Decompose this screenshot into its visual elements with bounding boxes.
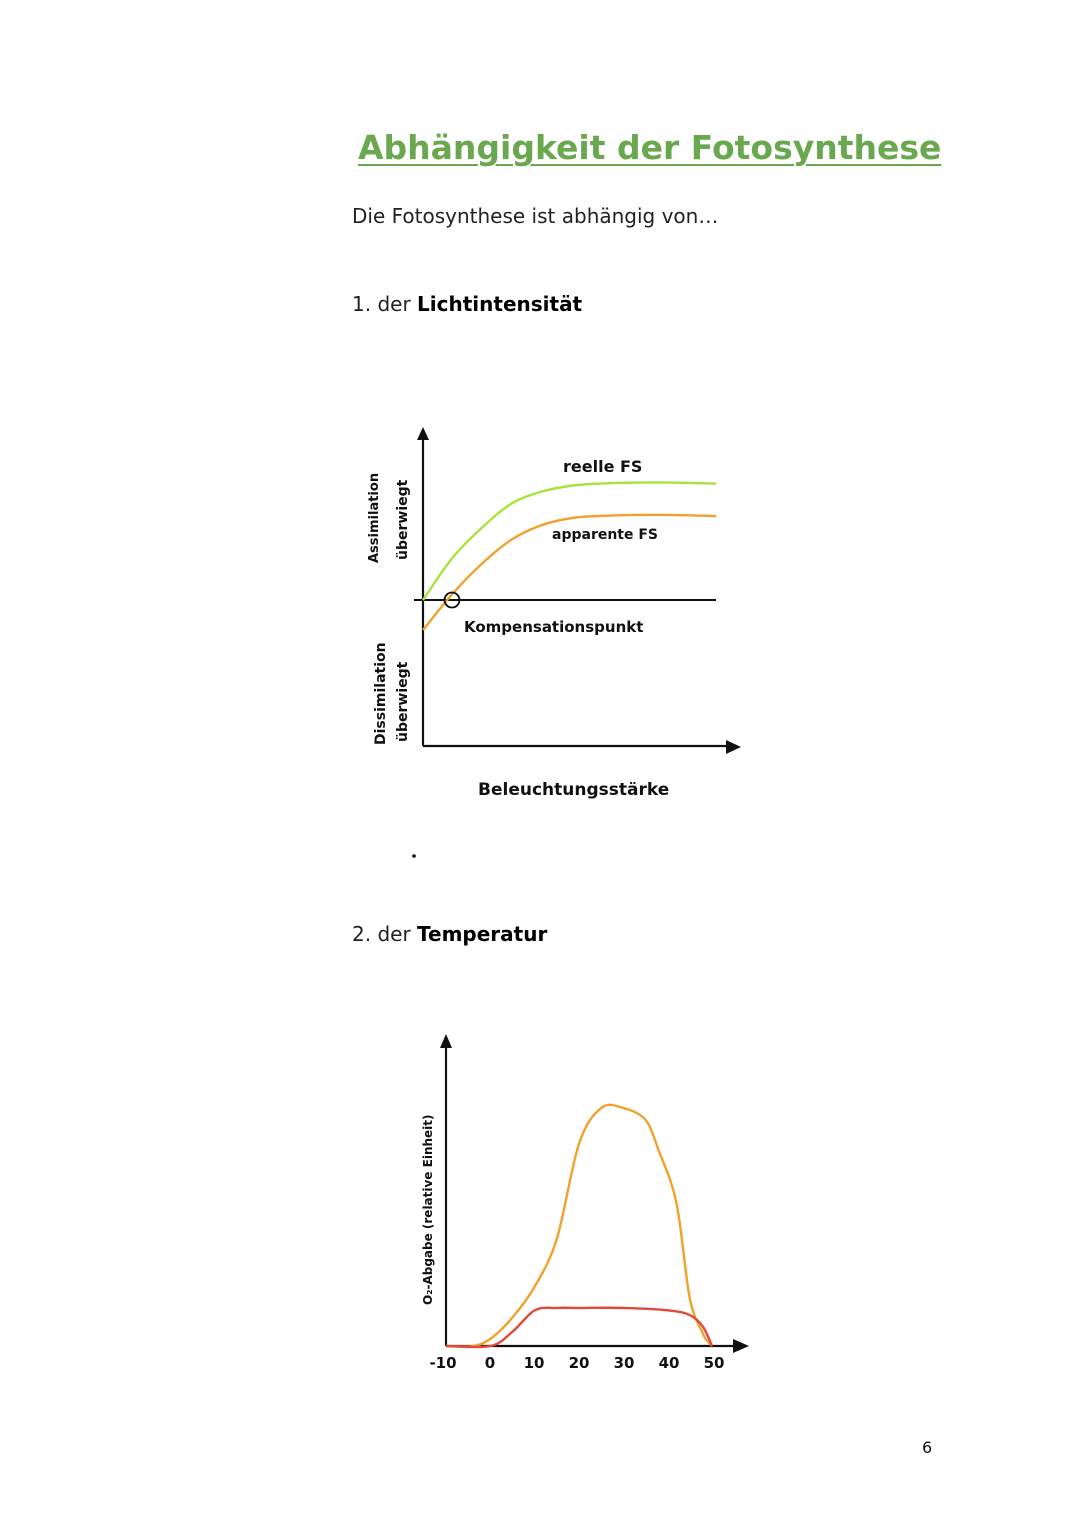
label-reelle-fs: reelle FS bbox=[563, 457, 643, 476]
chart2-x-tick-labels bbox=[429, 1354, 724, 1372]
intro-text: Die Fotosynthese ist abhängig von… bbox=[352, 204, 719, 228]
ylabel-assimilation: Assimilation bbox=[367, 472, 382, 563]
ylabel-dissimilation-ueberwiegt: überwiegt bbox=[395, 661, 411, 742]
chart2-x-tick-label: 10 bbox=[523, 1354, 545, 1372]
chart2-x-tick-label: 30 bbox=[613, 1354, 635, 1372]
chart2-x-tick-label: 0 bbox=[484, 1354, 496, 1372]
chart1-x-arrow bbox=[726, 740, 741, 754]
chart2-x-tick-label: -10 bbox=[429, 1354, 457, 1372]
chart2-x-arrow bbox=[733, 1339, 749, 1353]
chart-light-intensity bbox=[367, 427, 741, 858]
label-apparente-fs: apparente FS bbox=[552, 527, 659, 543]
chart2-y-axis-label: O₂-Abgabe (relative Einheit) bbox=[421, 1114, 435, 1305]
section-heading-temperature bbox=[352, 922, 547, 946]
stray-dot bbox=[412, 854, 416, 858]
ylabel-dissimilation: Dissimilation bbox=[373, 642, 389, 745]
section-heading-temperature-number: 2. der bbox=[352, 922, 418, 946]
chart1-y-arrow bbox=[417, 427, 429, 440]
chart2-y-arrow bbox=[440, 1034, 452, 1048]
chart2-x-tick-label: 40 bbox=[658, 1354, 680, 1372]
page-title: Abhängigkeit der Fotosynthese bbox=[358, 128, 942, 167]
section-heading-temperature-keyword: Temperatur bbox=[417, 922, 548, 946]
chart2-x-tick-label: 20 bbox=[568, 1354, 590, 1372]
chart1-x-axis-label: Beleuchtungsstärke bbox=[478, 780, 670, 800]
section-heading-light-number: 1. der bbox=[352, 292, 418, 316]
page-number: 6 bbox=[922, 1438, 933, 1457]
label-kompensationspunkt: Kompensationspunkt bbox=[464, 618, 644, 636]
section-heading-light-keyword: Lichtintensität bbox=[417, 292, 583, 316]
chart2-x-tick-label: 50 bbox=[703, 1354, 725, 1372]
ylabel-assimilation-ueberwiegt: überwiegt bbox=[395, 479, 411, 560]
chart-temperature bbox=[421, 1034, 749, 1372]
